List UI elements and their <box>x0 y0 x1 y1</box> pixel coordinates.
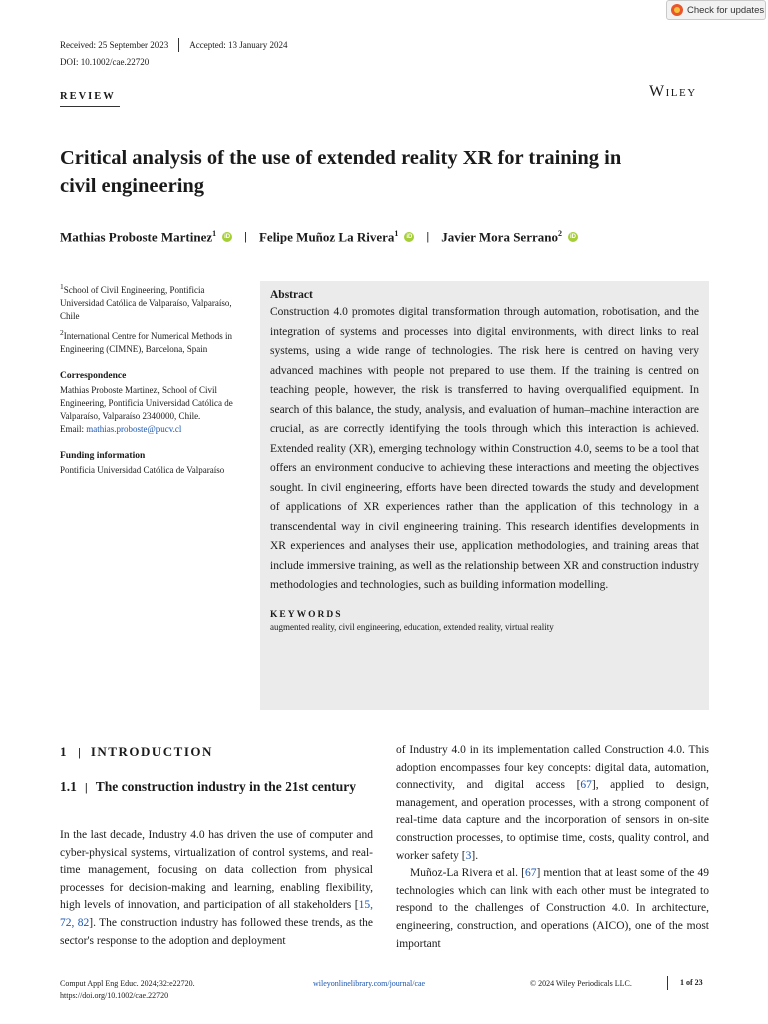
article-sidebar <box>60 280 250 477</box>
correspondence-text: Mathias Proboste Martinez, School of Civil Engineering, Pontificia Universidad Católica de Valparaíso, Valparaíso 2340000, Chile. <box>60 385 233 421</box>
body-column-right <box>396 742 709 953</box>
article-type: REVIEW <box>60 91 116 102</box>
author-divider: | <box>426 231 430 244</box>
affiliation-2: $^2$International Centre for Numerical Methods in Engineering (CIMNE), Barcelona, Spain <box>60 328 232 354</box>
citation-link[interactable]: 67 <box>524 867 537 880</box>
publisher-logo: Wiley <box>649 83 697 100</box>
paragraph: of Industry 4.0 in its implementation called Construction 4.0. This adoption encompasses four key concepts: digital data, automation, connectivity, and digital access [67], applied to design, management, and operation processes, with a strong component of real-time data capture and the incorporation of sensors in on-site construction processes, to optimise time, costs, quality control, and worker safety [3]. <box>396 744 709 862</box>
author-2[interactable]: Felipe Muñoz La Rivera$^1$ <box>258 229 399 245</box>
author-list <box>60 229 578 245</box>
section-heading: 1 | INTRODUCTION <box>60 744 213 759</box>
orcid-icon[interactable]: iD <box>406 234 413 241</box>
funding-text: Pontificia Universidad Católica de Valparaíso <box>60 465 225 475</box>
article-type-underline <box>60 106 120 107</box>
author-1[interactable]: Mathias Proboste Martinez$^1$ <box>60 229 217 245</box>
footer-citation <box>60 978 195 1002</box>
paragraph: In the last decade, Industry 4.0 has driven the use of computer and cyber-physical systems, virtualization of control systems, and real-time management, focusing on data collection from physical processes for decision-making and learning, enabling flexibility, high levels of innovation, and participation of all stakeholders [15, 72, 82]. The construction industry has followed these trends, as the sector's response to the adoption and deployment <box>60 829 373 947</box>
keywords-list: augmented reality, civil engineering, education, extended reality, virtual reality <box>270 621 554 632</box>
paragraph: Muñoz-La Rivera et al. [67] mention that at least some of the 49 technologies which can link with each other must be integrated to respond to the challenges of Construction 4.0. In architecture, engineering, construction, and operations (AICO), one of the most important <box>396 867 709 950</box>
citation-link[interactable]: 15, 72, 82 <box>60 899 373 929</box>
accepted-date: Accepted: 13 January 2024 <box>189 40 288 50</box>
email-link[interactable]: mathias.proboste@pucv.cl <box>86 424 182 434</box>
abstract-text: Construction 4.0 promotes digital transformation through automation, robotisation, and the integration of systems and processes into digital environments, with direct links to real systems, using a wide range of technologies. The risk here is centred on having very advanced machines with people not prepared to use them. If the training is centred on teaching people, however, the risk is transferred to having overqualified equipment. In search of this balance, the study, analysis, and evaluation of human–machine interaction are crucial, as are correctly identifying the tools through which this interaction is achieved. Extended reality (XR), emerging technology within Construction 4.0, seems to be a tool that offers an environment conducive to achieving these interactions and meeting the objectives sought. In civil engineering, efforts have been directed towards the study and development of applications of XR experiences rather than the application of this technology in a transcendental way in civil engineering training. This research identifies developments in XR experiences and analyses their use, application methodologies, and training areas that include immersive training, as well as the relationship between XR and construction industry methodologies and technologies, such as building information modelling. <box>270 306 699 591</box>
date-divider <box>178 38 179 52</box>
orcid-icon[interactable]: iD <box>569 234 576 241</box>
subsection-heading: 1.1 | The construction industry in the 21st century <box>60 779 356 794</box>
abstract-box <box>260 281 709 710</box>
footer-copyright: © 2024 Wiley Periodicals LLC. <box>530 979 632 988</box>
funding-heading: Funding information <box>60 451 146 461</box>
orcid-icon[interactable]: iD <box>224 234 231 241</box>
correspondence-email: Email: mathias.proboste@pucv.cl <box>60 424 182 434</box>
footer-divider <box>667 976 668 990</box>
author-3[interactable]: Javier Mora Serrano$^2$ <box>441 229 562 245</box>
correspondence-heading: Correspondence <box>60 371 127 381</box>
page-number: 1 of 23 <box>680 978 703 987</box>
affiliation-1: $^1$School of Civil Engineering, Pontificia Universidad Católica de Valparaíso, Valparaíso, Chile <box>60 282 232 321</box>
check-for-updates-label: Check for updates <box>687 4 765 16</box>
abstract-heading: Abstract <box>270 289 313 301</box>
article-dates <box>60 38 287 52</box>
crossmark-icon <box>671 4 683 16</box>
check-for-updates-button[interactable] <box>666 0 766 20</box>
citation-link[interactable]: 67 <box>580 779 592 792</box>
received-date: Received: 25 September 2023 <box>60 40 169 50</box>
footer-site-link[interactable]: wileyonlinelibrary.com/journal/cae <box>313 979 426 988</box>
author-divider: | <box>244 231 247 244</box>
citation-link[interactable]: 3 <box>465 849 472 862</box>
footer-journal: Comput Appl Eng Educ. 2024;32:e22720. <box>60 979 195 988</box>
body-column-left <box>60 827 373 950</box>
keywords-heading: KEYWORDS <box>270 609 343 620</box>
article-doi: DOI: 10.1002/cae.22720 <box>60 57 150 67</box>
article-title: Critical analysis of the use of extended reality XR for training in civil engineering <box>60 147 622 197</box>
footer-doi-link[interactable]: https://doi.org/10.1002/cae.22720 <box>60 991 169 1000</box>
